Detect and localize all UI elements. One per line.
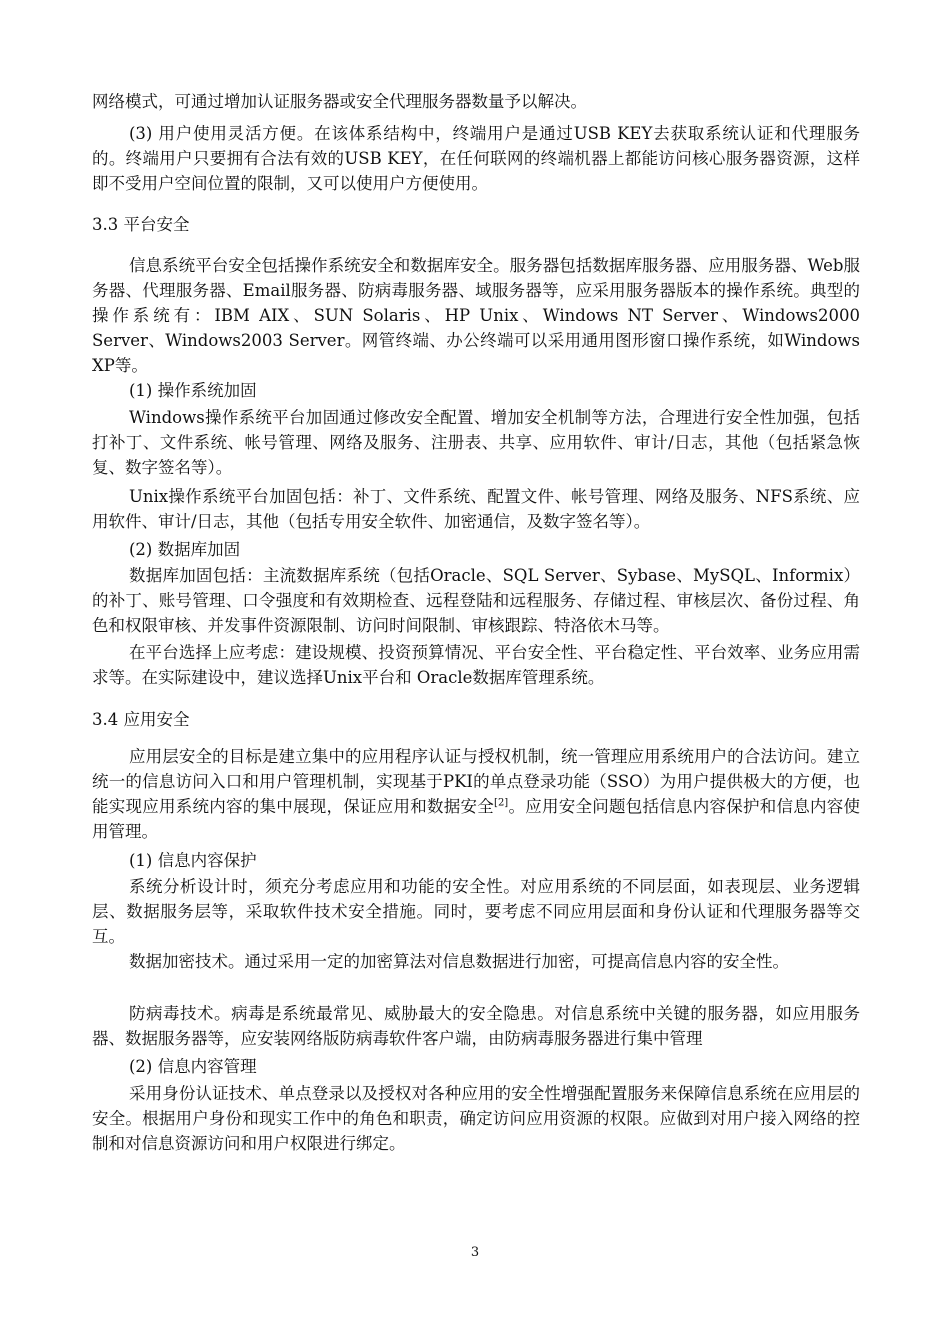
section-heading-platform-security: 3.3 平台安全 xyxy=(92,215,190,234)
subheading-db-hardening: (2) 数据库加固 xyxy=(129,540,241,559)
section-heading-application-security: 3.4 应用安全 xyxy=(92,710,190,729)
paragraph-text: 应用层安全的目标是建立集中的应用程序认证与授权机制，统一管理应用系统用户的合法访问。建立统一的信息访问入口和用户管理机制，实现基于PKI的单点登录功能（SSO）为用户提供极大的方便，也能实现应用系统内容的集中展现，保证应用和数据安全 xyxy=(92,747,860,816)
paragraph-system-design: 系统分析设计时，须充分考虑应用和功能的安全性。对应用系统的不同层面，如表现层、业务逻辑层、数据服务层等，采取软件技术安全措施。同时，要考虑不同应用层面和身份认证和代理服务器等交互。 xyxy=(92,877,860,946)
paragraph-text: 。应用安全问题包括信息内容保护和信息内容使用管理。 xyxy=(92,797,861,841)
subheading-os-hardening: (1) 操作系统加固 xyxy=(129,381,257,400)
paragraph-data-encryption: 数据加密技术。通过采用一定的加密算法对信息数据进行加密，可提高信息内容的安全性。 xyxy=(129,952,789,971)
paragraph-antivirus: 防病毒技术。病毒是系统最常见、威胁最大的安全隐患。对信息系统中关键的服务器，如应用服务器、数据服务器等，应安装网络版防病毒软件客户端，由防病毒服务器进行集中管理 xyxy=(92,1004,860,1048)
paragraph-platform-intro: 信息系统平台安全包括操作系统安全和数据库安全。服务器包括数据库服务器、应用服务器、Web服务器、代理服务器、Email服务器、防病毒服务器、域服务器等，应采用服务器版本的操作系统。典型的操作系统有：IBM AIX、SUN Solaris、HP Unix、Windows NT Server、Windows2000 Server、Windows2003 Server。网管终端、办公终端可以采用通用图形窗口操作系统，如Windows XP等。 xyxy=(92,256,860,375)
page-number: 3 xyxy=(470,1245,480,1260)
paragraph-windows-hardening: Windows操作系统平台加固通过修改安全配置、增加安全机制等方法，合理进行安全性加强，包括打补丁、文件系统、帐号管理、网络及服务、注册表、共享、应用软件、审计/日志，其他（包括紧急恢复、数字签名等）。 xyxy=(92,408,860,477)
paragraph-application-intro xyxy=(92,744,860,844)
subheading-content-management: (2) 信息内容管理 xyxy=(129,1057,257,1076)
paragraph-user-flexibility: (3) 用户使用灵活方便。在该体系结构中，终端用户是通过USB KEY去获取系统认证和代理服务的。终端用户只要拥有合法有效的USB KEY，在任何联网的终端机器上都能访问核心服务器资源，这样即不受用户空间位置的限制，又可以使用户方便使用。 xyxy=(92,124,860,193)
citation-reference: [2] xyxy=(494,797,509,809)
subheading-content-protection: (1) 信息内容保护 xyxy=(129,851,257,870)
paragraph-continued: 网络模式，可通过增加认证服务器或安全代理服务器数量予以解决。 xyxy=(92,92,587,111)
paragraph-platform-choice: 在平台选择上应考虑：建设规模、投资预算情况、平台安全性、平台稳定性、平台效率、业务应用需求等。在实际建设中，建议选择Unix平台和 Oracle数据库管理系统。 xyxy=(92,643,860,687)
paragraph-db-hardening: 数据库加固包括：主流数据库系统（包括Oracle、SQL Server、Sybase、MySQL、Informix）的补丁、账号管理、口令强度和有效期检查、远程登陆和远程服务、存储过程、审核层次、备份过程、角色和权限审核、并发事件资源限制、访问时间限制、审核跟踪、特洛依木马等。 xyxy=(92,566,860,635)
paragraph-content-management: 采用身份认证技术、单点登录以及授权对各种应用的安全性增强配置服务来保障信息系统在应用层的安全。根据用户身份和现实工作中的角色和职责，确定访问应用资源的权限。应做到对用户接入网络的控制和对信息资源访问和用户权限进行绑定。 xyxy=(92,1084,860,1153)
paragraph-unix-hardening: Unix操作系统平台加固包括：补丁、文件系统、配置文件、帐号管理、网络及服务、NFS系统、应用软件、审计/日志，其他（包括专用安全软件、加密通信，及数字签名等）。 xyxy=(92,487,860,531)
